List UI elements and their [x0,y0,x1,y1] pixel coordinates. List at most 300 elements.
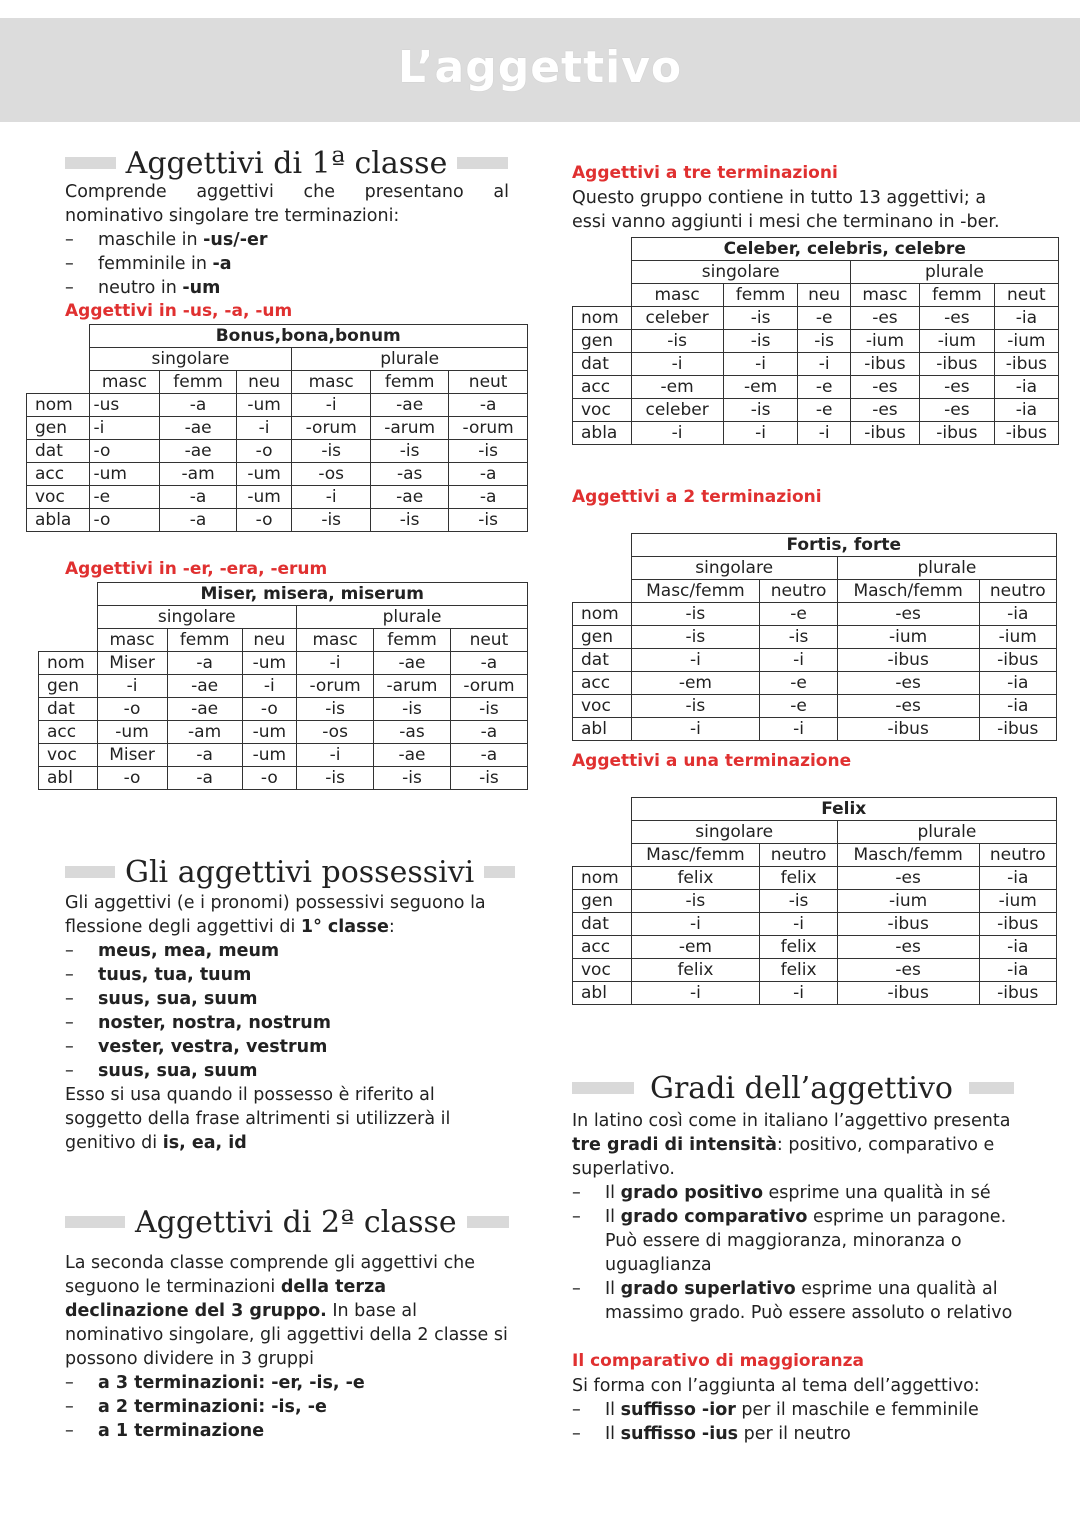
table-cell: -em [723,376,798,399]
table-cell: -es [837,867,979,890]
table-cell: abl [573,718,632,741]
table-row [27,417,528,440]
table-cell: -as [374,721,451,744]
table-cell: -is [292,509,371,532]
text-run: noster, nostra, nostrum [98,1013,331,1033]
table-cell: -ae [371,394,449,417]
list-item [572,1398,1022,1422]
table-cell [27,325,90,348]
table-cell: neu [236,371,292,394]
table-cell [573,534,632,557]
table-cell: -is [631,330,723,353]
table-cell: -ibus [920,422,995,445]
table-cell: -em [631,376,723,399]
possessivi-outro [65,1083,509,1155]
text-run: Esso si usa quando il possesso è riferito al soggetto della frase altrimenti si utilizzerà il genitivo di [65,1085,451,1153]
table-header: plurale [292,348,528,371]
text-run: grado comparativo [620,1207,808,1227]
table-row [39,606,528,629]
table-title: Miser, misera, miserum [97,583,528,606]
table-cell: -um [236,394,292,417]
table-cell: nom [573,307,632,330]
table-cell: -ae [371,486,449,509]
table-row [573,982,1057,1005]
text-run: La seconda classe comprende gli aggettivi che seguono le terminazioni [65,1253,476,1297]
table-row [27,394,528,417]
table-header: singolare [89,348,292,371]
table-cell: -um [242,744,296,767]
table-cell: -es [920,399,995,422]
table-cell: -ium [837,890,979,913]
table-cell: Masch/femm [837,844,979,867]
table-cell: -ae [160,417,237,440]
table-cell: -ibus [837,913,979,936]
table-cell: -es [837,603,979,626]
table-fortis [572,533,1057,741]
text-run: -um [182,278,221,298]
section-title-text: Gradi dell’aggettivo [650,1070,953,1106]
table-cell: -is [292,440,371,463]
table-row [573,307,1059,330]
table-cell: -ium [979,626,1056,649]
table-cell: -a [450,721,527,744]
title-bar-right [457,157,508,169]
table-row [573,959,1057,982]
table-cell: neut [450,629,527,652]
text-run: suus, sua, suum [98,989,258,1009]
table-cell: -i [723,422,798,445]
table-cell: acc [27,463,90,486]
table-cell: -um [89,463,160,486]
table-cell: masc [297,629,374,652]
table-row [573,376,1059,399]
table-cell: -i [631,649,760,672]
table-cell: -i [760,913,837,936]
table-cell [27,371,90,394]
table-cell: -ae [374,744,451,767]
table-miser [38,582,528,790]
list-item [572,1181,1022,1205]
table-cell: -am [160,463,237,486]
table-cell: felix [760,959,837,982]
text-run: Il [605,1207,621,1227]
table-cell: femm [723,284,798,307]
table-cell: acc [573,936,632,959]
section-title-text: Aggettivi di 2ª classe [135,1204,457,1240]
text-run: della terza declinazione del 3 gruppo. [65,1277,387,1321]
table-cell: -ia [979,603,1056,626]
table-cell: -ae [167,698,242,721]
section-title-1st-class [65,143,508,183]
table-cell [573,261,632,284]
table-cell: neut [449,371,528,394]
table-cell: -is [798,330,850,353]
table-cell: -em [631,672,760,695]
table-cell: -i [236,417,292,440]
text-run: femminile in [98,254,213,274]
table-cell: femm [920,284,995,307]
table-cell: neutro [979,844,1056,867]
table-cell: -i [760,718,837,741]
table-cell: dat [27,440,90,463]
table-cell [573,844,632,867]
text-run: per il maschile e femminile [735,1400,979,1420]
text-run: suus, sua, suum [98,1061,258,1081]
table-cell: -ibus [920,353,995,376]
table-row [573,649,1057,672]
table-row [39,767,528,790]
text-run: neutro in [98,278,183,298]
title-bar-left [65,866,115,878]
table-cell: -as [371,463,449,486]
table-cell: -ium [979,890,1056,913]
table-row [573,261,1059,284]
table-header: plurale [837,557,1056,580]
list-item [65,1395,509,1419]
table-cell: -em [631,936,760,959]
list-item [65,276,509,300]
table-cell: -i [292,394,371,417]
table-row [39,721,528,744]
table-cell [39,583,98,606]
list-item [572,1422,1022,1446]
table-cell: -ia [979,959,1056,982]
table-cell: -ia [979,672,1056,695]
table-cell: acc [39,721,98,744]
table-row [27,463,528,486]
table-cell: nom [27,394,90,417]
text-run: esprime una qualità in sé [762,1183,991,1203]
table-cell: -ibus [850,353,919,376]
table-cell: -ia [979,695,1056,718]
table-cell: neutro [760,580,837,603]
second-class-intro [65,1251,509,1371]
table-cell: femm [371,371,449,394]
table-cell: -ium [920,330,995,353]
table-cell [39,629,98,652]
table-cell: -i [242,675,296,698]
table-row [39,652,528,675]
table-cell: -i [297,744,374,767]
table-cell: -is [450,698,527,721]
table-cell: acc [573,672,632,695]
table-cell: -is [374,698,451,721]
intro-text: Comprende aggettivi che presentano al nominativo singolare tre terminazioni: [65,182,509,226]
title-bar-right [484,866,515,878]
table-cell: -a [449,463,528,486]
table-cell: -a [160,486,237,509]
section-title-2nd-class [65,1202,509,1242]
table-cell: voc [573,399,632,422]
table-cell: -es [850,307,919,330]
table-cell: -ium [994,330,1058,353]
table-row [573,557,1057,580]
table-cell: abl [573,982,632,1005]
text-run: : positivo, comparativo e superlativo. [572,1135,995,1179]
text-run: 1° classe [300,917,389,937]
table-row [573,284,1059,307]
second-class-list [65,1371,509,1443]
table-row [573,936,1057,959]
table-row [573,913,1057,936]
text-run: -us/-er [203,230,268,250]
table-row [39,629,528,652]
table-cell: -arum [371,417,449,440]
table-header: plurale [297,606,528,629]
table-cell: nom [39,652,98,675]
table-cell: -um [97,721,167,744]
text-run: a 3 terminazioni: -er, -is, -e [98,1373,365,1393]
table-cell: -o [242,698,296,721]
table-cell: abl [39,767,98,790]
table-header: plurale [850,261,1058,284]
table-cell: femm [374,629,451,652]
table-cell: -ibus [979,718,1056,741]
table-cell: -o [97,767,167,790]
section-title-text: Aggettivi di 1ª classe [125,145,448,181]
table-cell: dat [573,649,632,672]
table-cell: gen [39,675,98,698]
list-item [65,1059,509,1083]
table-cell: -am [167,721,242,744]
table-cell: gen [27,417,90,440]
table-cell: nom [573,867,632,890]
table-cell: voc [27,486,90,509]
list-item [572,1277,1022,1325]
table-cell: neutro [760,844,837,867]
table-cell: felix [760,936,837,959]
table-cell [573,821,632,844]
table-cell: dat [39,698,98,721]
list-item [65,252,509,276]
text-run: Il [605,1424,621,1444]
table-cell: -e [760,672,837,695]
table-cell: -is [297,698,374,721]
table-title: Felix [631,798,1057,821]
table-cell: felix [631,867,760,890]
table-cell: -is [760,890,837,913]
table-cell: -ibus [979,649,1056,672]
subheading-us-a-um: Aggettivi in -us, -a, -um [65,301,293,321]
table-cell: -is [631,626,760,649]
table-row [27,509,528,532]
table-title: Bonus,bona,bonum [89,325,528,348]
table-cell [573,284,632,307]
table-cell: -ibus [837,649,979,672]
text-run: Il [605,1279,621,1299]
table-cell: -is [371,509,449,532]
table-cell: -o [89,440,160,463]
table-cell: -ibus [979,913,1056,936]
table-row [27,486,528,509]
possessivi-list [65,939,509,1083]
table-row [573,422,1059,445]
table-cell: Miser [97,744,167,767]
table-cell: -e [760,603,837,626]
table-title: Celeber, celebris, celebre [631,238,1059,261]
text-run: esprime un paragone. Può essere di maggioranza, minoranza o uguaglianza [605,1207,1007,1275]
table-row [573,580,1057,603]
table-row [39,675,528,698]
table-cell: -os [297,721,374,744]
table-row [573,821,1057,844]
table-row [27,348,528,371]
table-cell: -o [89,509,160,532]
table-header: singolare [97,606,297,629]
table-cell: neutro [979,580,1056,603]
table-header: plurale [837,821,1056,844]
table-cell [27,348,90,371]
section-title-gradi [572,1068,1014,1108]
possessivi-intro [65,891,509,939]
table-cell: -e [760,695,837,718]
table-cell: -i [631,353,723,376]
table-cell: -i [760,982,837,1005]
table-cell: -orum [450,675,527,698]
subheading-tre-terminazioni: Aggettivi a tre terminazioni [572,163,838,183]
table-row [39,583,528,606]
table-cell: gen [573,330,632,353]
table-row [573,844,1057,867]
table-cell: dat [573,913,632,936]
comparativo-list [572,1398,1022,1446]
table-cell: -es [837,695,979,718]
table-cell: -orum [297,675,374,698]
table-row [27,440,528,463]
table-cell: -ibus [850,422,919,445]
table-cell: -ia [994,399,1058,422]
table-cell: -ia [979,936,1056,959]
list-item [65,1011,509,1035]
table-cell: voc [573,959,632,982]
table-row [39,744,528,767]
table-cell: -a [449,394,528,417]
table-row [573,798,1057,821]
table-cell: -is [450,767,527,790]
text-run: -a [212,254,232,274]
text-run: a 2 terminazioni: -is, -e [98,1397,327,1417]
text-run: vester, vestra, vestrum [98,1037,328,1057]
table-cell: neu [798,284,850,307]
table-cell: -e [798,376,850,399]
table-cell: -is [631,695,760,718]
table-row [27,371,528,394]
table-cell: -ia [994,376,1058,399]
table-cell: -um [242,652,296,675]
table-cell: -ae [160,440,237,463]
table-cell: Miser [97,652,167,675]
table-cell: -i [631,982,760,1005]
table-cell: -ium [850,330,919,353]
table-cell: -ium [837,626,979,649]
list-item [65,1371,509,1395]
table-cell: -a [160,394,237,417]
gradi-list [572,1181,1022,1325]
table-cell: -ibus [994,353,1058,376]
table-cell: femm [160,371,237,394]
table-cell: -es [837,672,979,695]
table-row [573,626,1057,649]
table-cell: -us [89,394,160,417]
list-item [65,963,509,987]
text-run: meus, mea, meum [98,941,280,961]
table-cell: -ae [167,675,242,698]
table-row [573,890,1057,913]
tre-text: Questo gruppo contiene in tutto 13 aggettivi; a essi vanno aggiunti i mesi che terminano in -ber. [572,188,1000,232]
table-cell: -i [292,486,371,509]
table-cell: -ia [994,307,1058,330]
gradi-intro [572,1109,1022,1181]
table-cell: -is [723,307,798,330]
table-cell: -es [920,376,995,399]
first-class-intro [65,180,509,300]
table-cell: -is [631,890,760,913]
title-bar-left [572,1082,634,1094]
table-row [573,603,1057,626]
text-run: suffisso -ius [620,1424,739,1444]
table-cell: celeber [631,399,723,422]
comparativo-intro: Si forma con l’aggiunta al tema dell’aggettivo: [572,1376,980,1396]
table-cell: -e [798,307,850,330]
table-row [573,672,1057,695]
comparativo-text [572,1374,1022,1446]
table-cell: -os [292,463,371,486]
table-cell: -i [631,422,723,445]
table-cell: neu [242,629,296,652]
table-cell: celeber [631,307,723,330]
tre-terminazioni-text [572,186,1012,234]
table-cell: -a [450,652,527,675]
table-cell: -o [242,767,296,790]
second-class-text [65,1251,509,1443]
table-cell: dat [573,353,632,376]
table-cell: -es [850,376,919,399]
table-cell: masc [631,284,723,307]
text-run: : [388,917,395,937]
section-title-possessivi [65,852,515,892]
table-row [573,399,1059,422]
table-cell: -i [798,422,850,445]
table-cell: -is [723,399,798,422]
text-run: suffisso -ior [620,1400,736,1420]
text-run: Gli aggettivi (e i pronomi) possessivi seguono la flessione degli aggettivi di [65,893,486,937]
table-cell [39,606,98,629]
table-cell [573,557,632,580]
table-cell: -um [236,463,292,486]
table-cell: -is [723,330,798,353]
table-cell: -um [236,486,292,509]
list-item [65,987,509,1011]
table-cell: -is [371,440,449,463]
title-bar-right [969,1082,1014,1094]
table-cell: -es [920,307,995,330]
table-cell: felix [631,959,760,982]
text-run: tre gradi di intensità [572,1135,777,1155]
table-cell: -a [167,767,242,790]
title-bar-right [467,1216,509,1228]
gradi-text [572,1109,1022,1325]
table-cell: abla [27,509,90,532]
table-row [573,330,1059,353]
table-cell: -i [723,353,798,376]
table-bonus [26,324,528,532]
table-cell: -i [297,652,374,675]
table-cell: -e [89,486,160,509]
page-title: L’aggettivo [397,42,683,93]
table-cell: Masc/femm [631,844,760,867]
table-cell: -i [97,675,167,698]
list-item [65,939,509,963]
